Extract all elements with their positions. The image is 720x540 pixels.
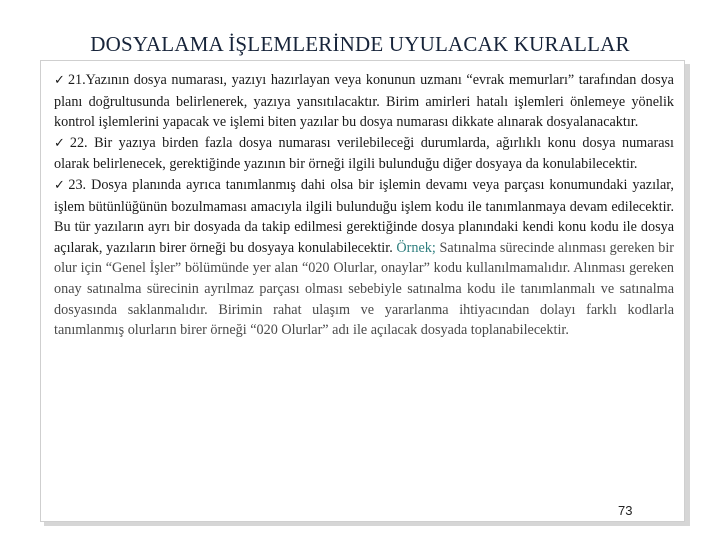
list-item [54,133,674,175]
item-text: 21.Yazının dosya numarası, yazıyı hazırlayan veya konunun uzmanı “evrak memurları” tarafından dosya planı doğrultusunda belirlenerek, yazıya yansıtılacaktır. Birim amirleri hatalı işlemleri önlemeye yönelik kontrol işlemlerini yapacak ve işlemi biten yazılar bu dosya numarası dikkate alınarak dosyalanacaktır. [54,72,674,131]
item-text: 23. Dosya planında ayrıca tanımlanmış dahi olsa bir işlemin devamı veya parçası konumundaki yazılar, işlem bütünlüğünün bozulmaması amacıyla ilgili bulunduğu işlem kodu ile tanımlanmaya devam edilecektir. Bu tür yazıların ayrı bir dosyada da takip edilmesi gerektiğinde dosya planındaki kendi konu kodu ile dosya açılarak, yazıların birer örneği bu dosyaya konulabilecektir. [54,176,674,256]
example-label: Örnek; [396,239,436,256]
check-icon: ✓ [54,135,68,151]
example-text: Satınalma sürecinde alınması gereken bir olur için “Genel İşler” bölümünde yer alan “020 Olurlar, onaylar” kodu kullanılmamalıdır. Alınması gereken onay satınalma sürecinin ayrılmaz parçası olması sebebiyle satınalma kodu ile tanımlanmalı ve satınalma dosyasında saklanmalıdır. Birimin rahat ulaşım ve yararlanma ihtiyacından dolayı farklı kodlarla tanımlanmış olurların birer örneği “020 Olurlar” adı ile açılacak dosyada toplanabilecektir. [54,239,675,339]
page-number: 73 [618,503,633,518]
check-icon: ✓ [54,73,66,88]
list-item [54,70,674,133]
list-item [54,175,674,341]
item-text: 22. Bir yazıya birden fazla dosya numarası verilebileceği durumlarda, ağırlıklı konu dosya numarası olarak belirlenecek, gerektiğinde yazının bir örneği ilgili bulunduğu diğer dosyaya da konulabilecektir. [54,134,674,173]
slide-title: DOSYALAMA İŞLEMLERİNDE UYULACAK KURALLAR [90,32,630,56]
slide-body [54,70,674,341]
check-icon: ✓ [54,177,67,193]
